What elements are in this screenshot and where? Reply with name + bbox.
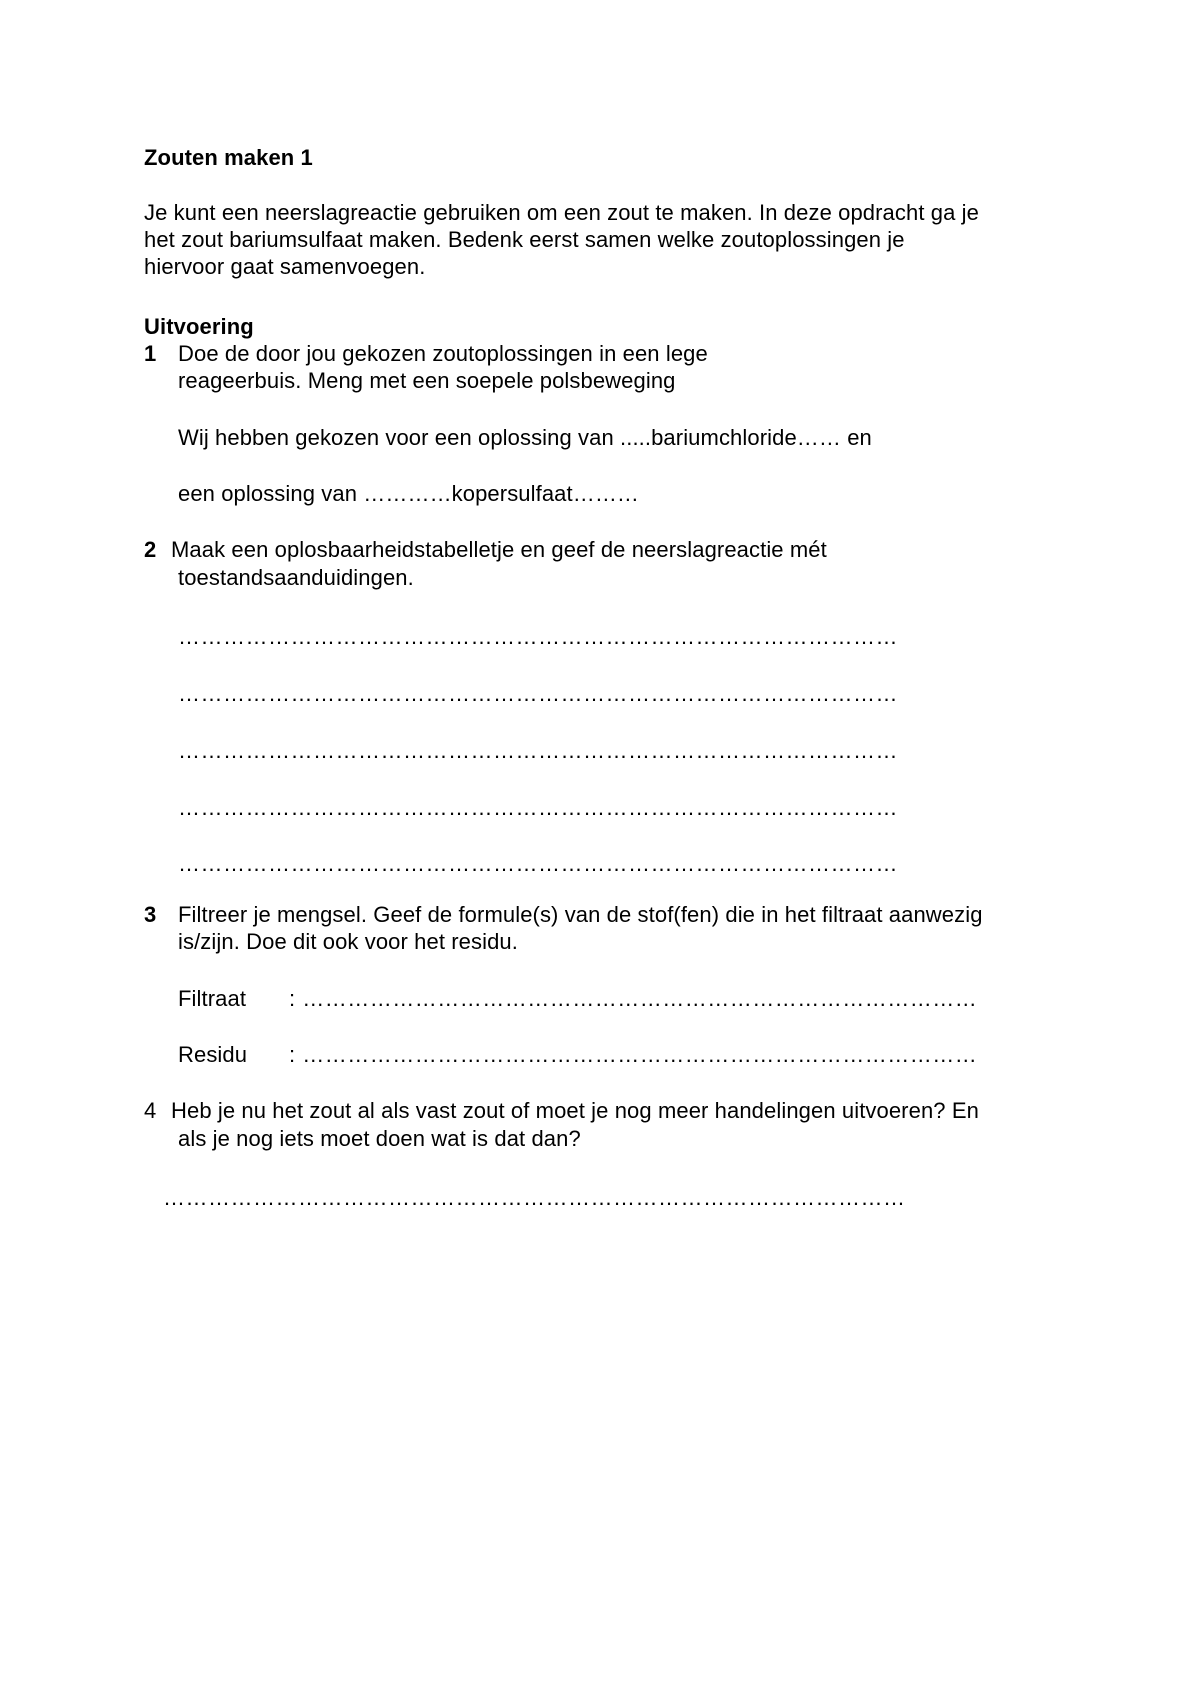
- q2-answer-line-4[interactable]: ……………………………………………………………………………………: [178, 795, 898, 820]
- q1-number: 1: [144, 341, 157, 366]
- q1-line-2: reageerbuis. Meng met een soepele polsbeweging: [178, 368, 676, 393]
- section-heading: Uitvoering: [144, 314, 254, 339]
- q4-number: 4: [144, 1098, 157, 1123]
- q2-answer-line-3[interactable]: ……………………………………………………………………………………: [178, 738, 898, 763]
- q3-number: 3: [144, 902, 157, 927]
- q2-number: 2: [144, 537, 157, 562]
- residu-answer-line[interactable]: : ………………………………………………………………………………: [289, 1042, 978, 1067]
- q1-answer-1[interactable]: Wij hebben gekozen voor een oplossing van .....bariumchloride…… en: [178, 425, 872, 450]
- q2-answer-line-5[interactable]: ……………………………………………………………………………………: [178, 851, 898, 876]
- q3-line-1: Filtreer je mengsel. Geef de formule(s) van de stof(fen) die in het filtraat aanwezig: [178, 902, 983, 927]
- intro-line-1: Je kunt een neerslagreactie gebruiken om een zout te maken. In deze opdracht ga je: [144, 200, 979, 225]
- page-title: Zouten maken 1: [144, 145, 313, 170]
- q2-line-1: Maak een oplosbaarheidstabelletje en geef de neerslagreactie mét: [171, 537, 827, 562]
- q4-line-1: Heb je nu het zout al als vast zout of moet je nog meer handelingen uitvoeren? En: [171, 1098, 979, 1123]
- q3-line-2: is/zijn. Doe dit ook voor het residu.: [178, 929, 518, 954]
- filtraat-label: Filtraat: [178, 986, 247, 1011]
- q2-line-2: toestandsaanduidingen.: [178, 565, 414, 590]
- intro-line-2: het zout bariumsulfaat maken. Bedenk eerst samen welke zoutoplossingen je: [144, 227, 905, 252]
- q2-answer-line-1[interactable]: ……………………………………………………………………………………: [178, 624, 898, 649]
- residu-label: Residu: [178, 1042, 248, 1067]
- intro-line-3: hiervoor gaat samenvoegen.: [144, 254, 426, 279]
- q4-line-2: als je nog iets moet doen wat is dat dan?: [178, 1126, 581, 1151]
- q4-answer-line[interactable]: ………………………………………………………………………………………: [163, 1185, 906, 1210]
- filtraat-answer-line[interactable]: : ………………………………………………………………………………: [289, 986, 978, 1011]
- q1-answer-2[interactable]: een oplossing van …………kopersulfaat………: [178, 481, 640, 506]
- q2-answer-line-2[interactable]: ……………………………………………………………………………………: [178, 681, 898, 706]
- q1-line-1: Doe de door jou gekozen zoutoplossingen in een lege: [178, 341, 708, 366]
